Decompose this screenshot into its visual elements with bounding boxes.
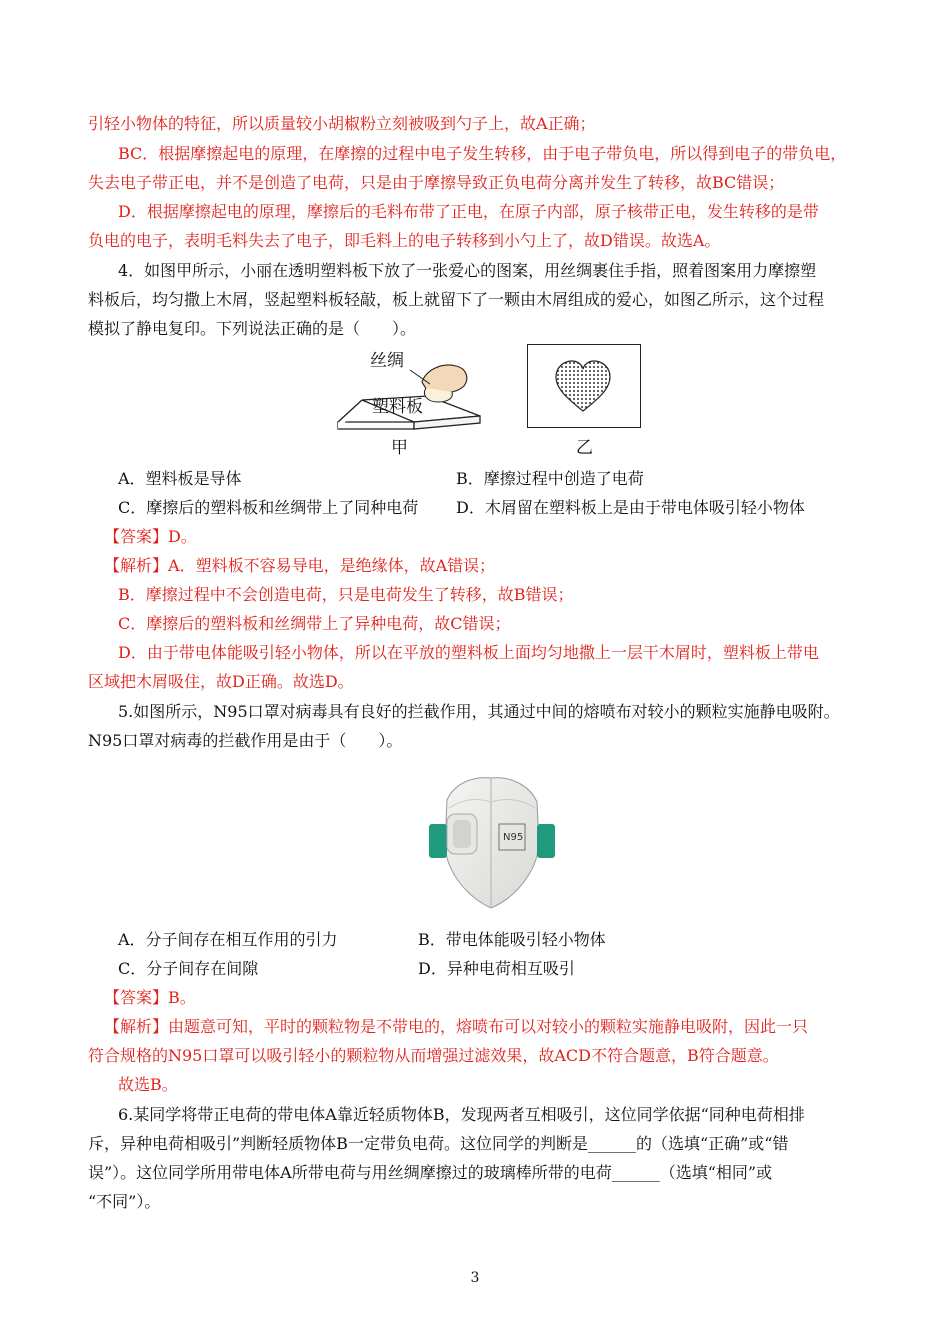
q4-stem-3: 模拟了静电复印。下列说法正确的是（ ）。 [88,319,417,338]
q4-analysis-1 [104,555,495,577]
q5-analysis-tag: 【解析】 [104,1017,169,1036]
heart-icon [528,345,639,426]
q6-stem-4: “不同”）。 [88,1192,161,1211]
fig-label-plate: 塑料板 [372,397,423,417]
fig-caption-jia: 甲 [391,438,408,458]
figure-yi [527,344,641,428]
fig-caption-yi: 乙 [576,438,593,458]
q4-answer-value: D。 [168,527,197,546]
q5-analysis-1 [104,1016,808,1038]
q5-option-c: C．分子间存在间隙 [118,959,259,978]
page-number: 3 [470,1270,480,1286]
fig-label-silk: 丝绸 [370,351,404,371]
prev-analysis-d-1: D．根据摩擦起电的原理，摩擦后的毛料布带了正电，在原子内部，原子核带正电，发生转移的是带 [118,202,819,221]
prev-analysis-bc-2: 失去电子带正电，并不是创造了电荷，只是由于摩擦导致正负电荷分离并发生了转移，故BC错误； [88,173,785,192]
mask-brand-label: N95 [503,832,524,843]
q5-option-b: B．带电体能吸引轻小物体 [418,930,606,949]
q5-option-a: A．分子间存在相互作用的引力 [118,930,338,949]
q5-analysis-3: 故选B。 [118,1075,178,1094]
q5-stem-2: N95口罩对病毒的拦截作用是由于（ ）。 [88,731,403,750]
q4-analysis-4: D．由于带电体能吸引轻小物体，所以在平放的塑料板上面均匀地撒上一层干木屑时，塑料板上带电 [118,643,819,662]
q5-answer-value: B。 [168,988,196,1007]
q5-stem-1: 5.如图所示，N95口罩对病毒具有良好的拦截作用，其通过中间的熔喷布对较小的颗粒实施静电吸附。 [118,702,840,721]
q5-analysis-text-1: 由题意可知，平时的颗粒物是不带电的，熔喷布可以对较小的颗粒实施静电吸附，因此一只 [168,1017,809,1036]
q4-option-c: C．摩擦后的塑料板和丝绸带上了同种电荷 [118,498,419,517]
q4-analysis-3: C．摩擦后的塑料板和丝绸带上了异种电荷，故C错误； [118,614,511,633]
prev-analysis-line-1: 引轻小物体的特征，所以质量较小胡椒粉立刻被吸到勺子上，故A正确； [88,114,596,133]
q4-analysis-tag: 【解析】 [104,556,169,575]
q5-answer [104,987,196,1009]
q5-analysis-2: 符合规格的N95口罩可以吸引轻小的颗粒物从而增强过滤效果，故ACD不符合题意，B符合题意。 [88,1046,779,1065]
q4-analysis-5: 区域把木屑吸住，故D正确。故选D。 [88,672,354,691]
q5-option-d: D．异种电荷相互吸引 [418,959,575,978]
figure-jia [330,344,490,454]
prev-analysis-d-2: 负电的电子，表明毛料失去了电子，即毛料上的电子转移到小勺上了，故D错误。故选A。 [88,231,721,250]
q6-stem-2: 斥，异种电荷相吸引”判断轻质物体B一定带负电荷。这位同学的判断是______的（选填“正确”或“错 [88,1134,789,1153]
q4-analysis-text-1: A．塑料板不容易导电，是绝缘体，故A错误； [168,556,496,575]
q4-option-b: B．摩擦过程中创造了电荷 [456,469,644,488]
q4-stem-1: 4．如图甲所示，小丽在透明塑料板下放了一张爱心的图案，用丝绸裹住手指，照着图案用力摩擦塑 [118,261,817,280]
q4-stem-2: 料板后，均匀撒上木屑，竖起塑料板轻敲，板上就留下了一颗由木屑组成的爱心，如图乙所示，这个过程 [88,290,825,309]
q5-answer-tag: 【答案】 [104,988,169,1007]
prev-analysis-bc-1: BC．根据摩擦起电的原理，在摩擦的过程中电子发生转移，由于电子带负电，所以得到电子的带负电， [118,144,847,163]
n95-mask-figure [425,768,557,914]
q6-stem-1: 6.某同学将带正电荷的带电体A靠近轻质物体B，发现两者互相吸引，这位同学依据“同种电荷相排 [118,1105,805,1124]
q4-answer-tag: 【答案】 [104,527,169,546]
q4-answer [104,526,197,548]
q4-analysis-2: B．摩擦过程中不会创造电荷，只是电荷发生了转移，故B错误； [118,585,574,604]
q4-option-a: A．塑料板是导体 [118,469,242,488]
q6-stem-3: 误”）。这位同学所用带电体A所带电荷与用丝绸摩擦过的玻璃棒所带的电荷______（选填“相同”或 [88,1163,773,1182]
q4-option-d: D．木屑留在塑料板上是由于带电体吸引轻小物体 [456,498,805,517]
mask-icon [425,768,557,914]
